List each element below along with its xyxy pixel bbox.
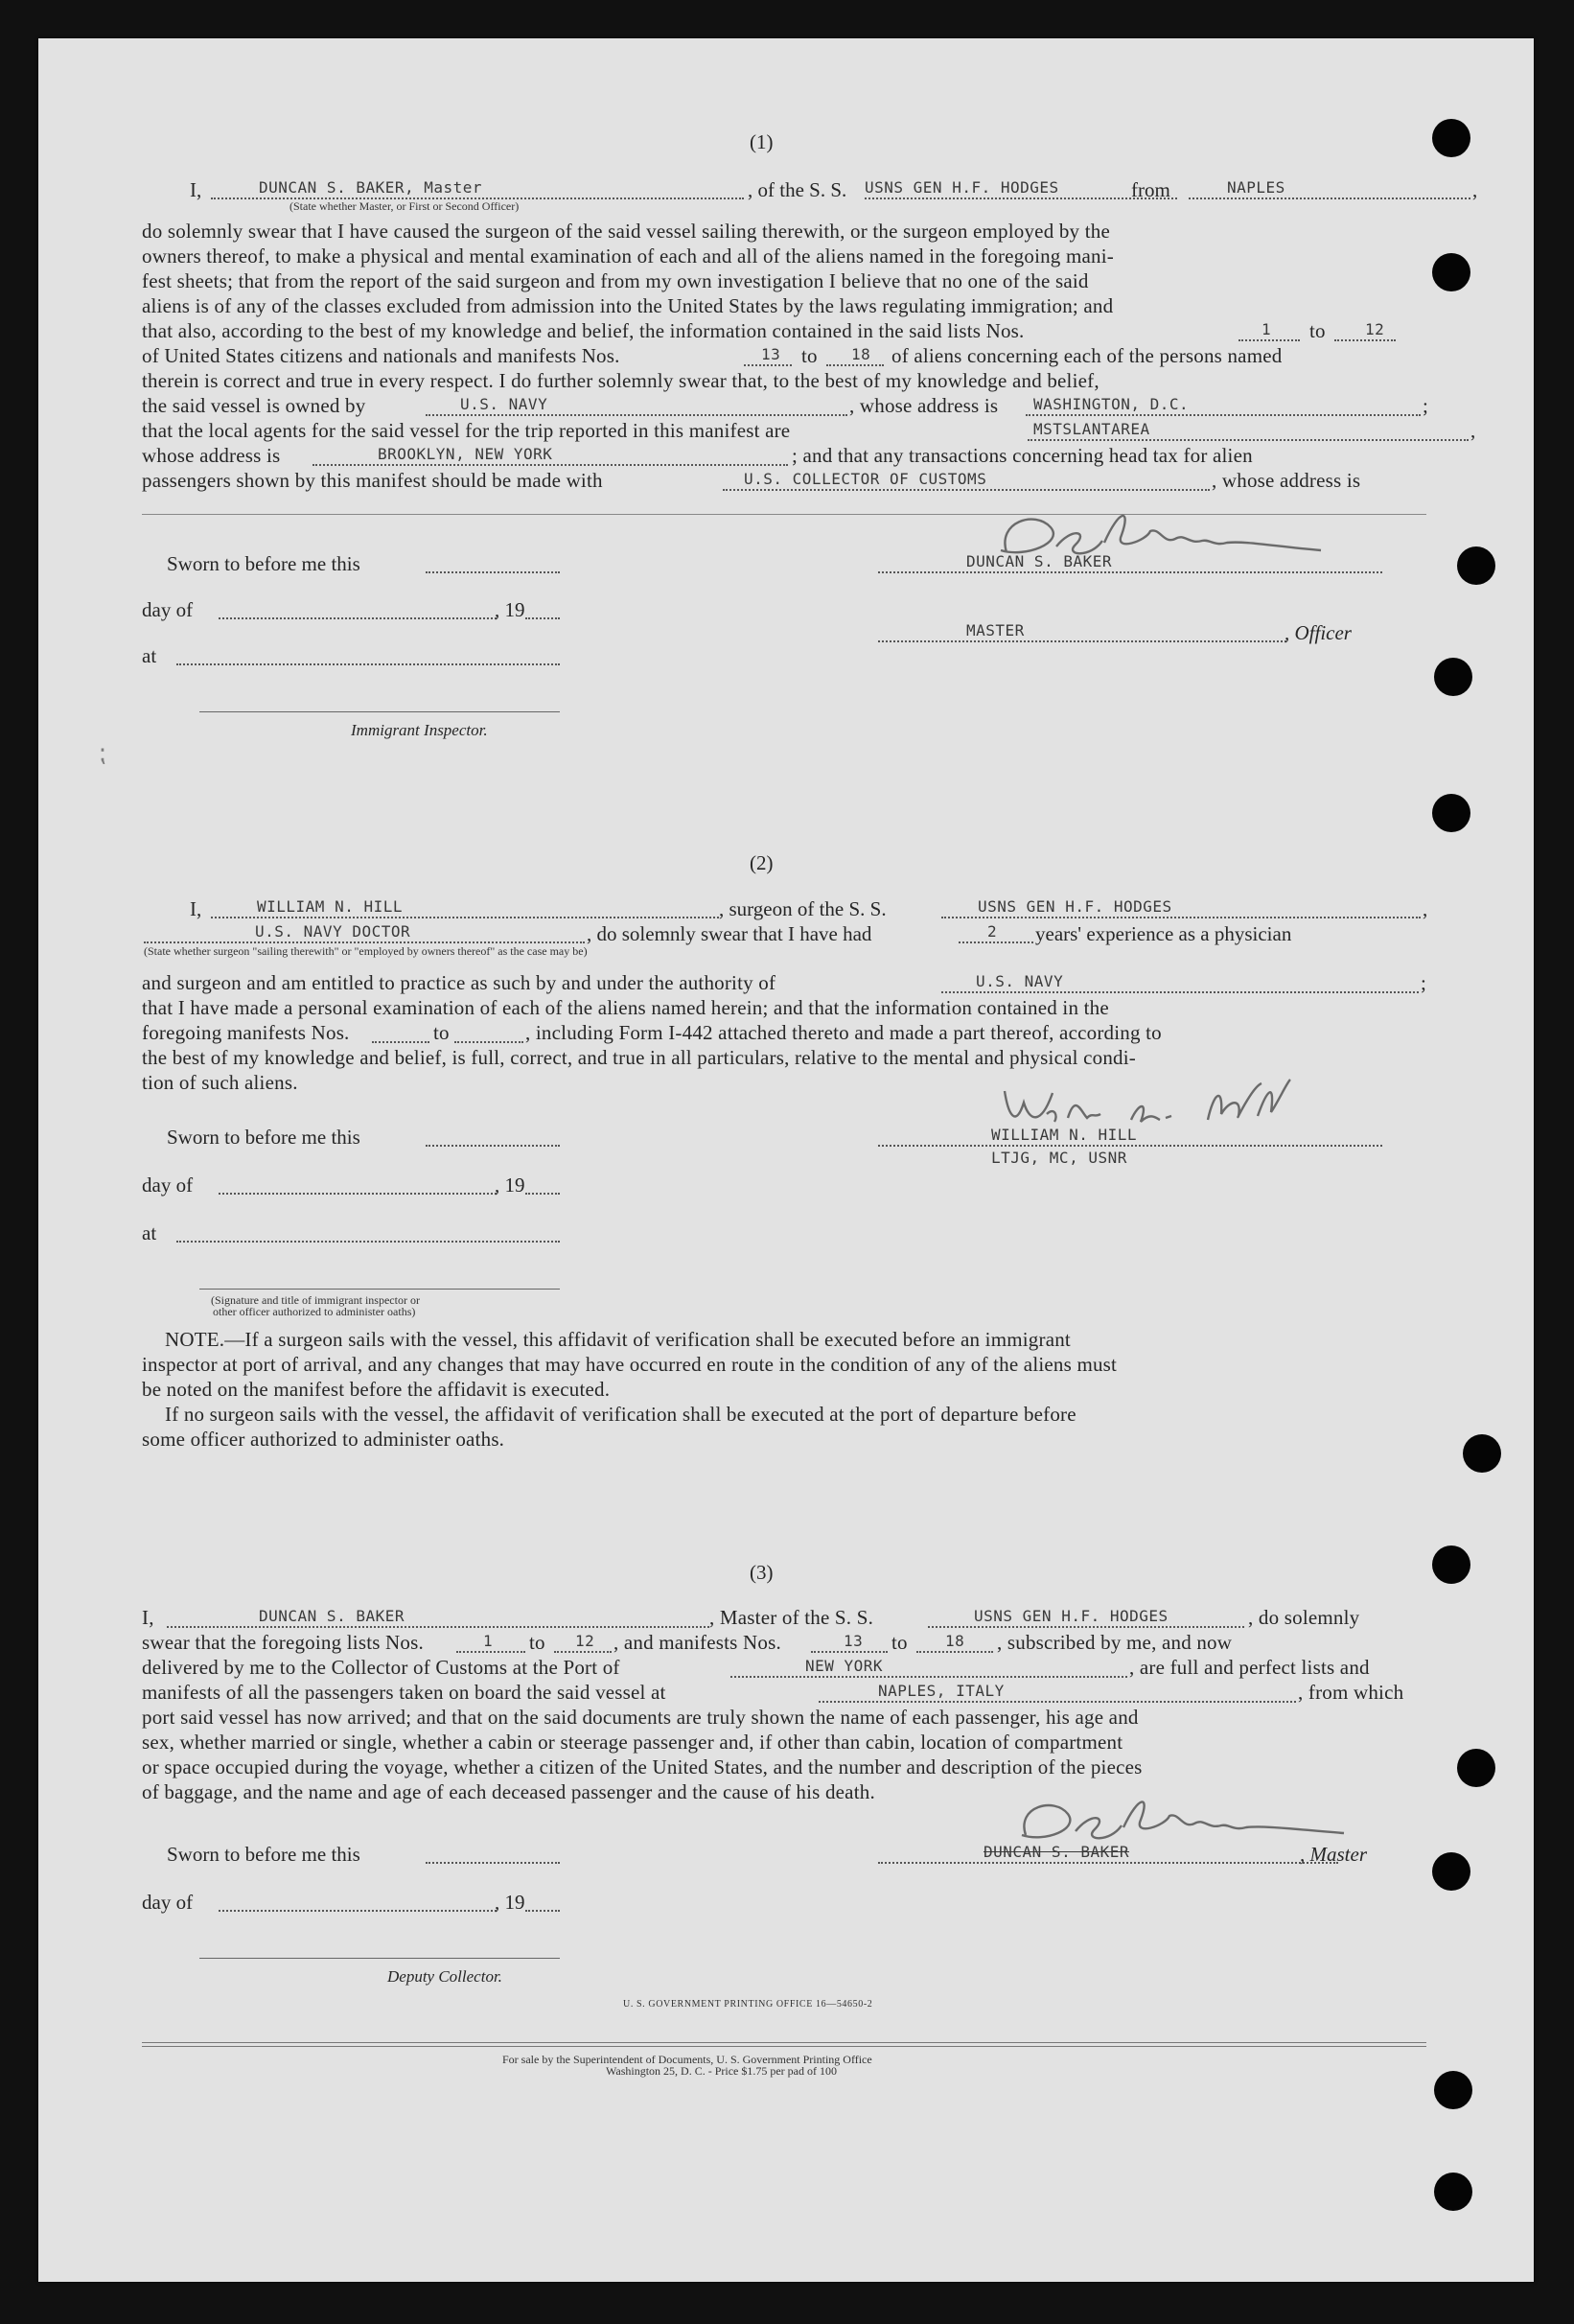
day-of-label: day of: [142, 598, 194, 621]
affidavit-line: whose address is: [142, 444, 281, 467]
affidavit-line: aliens is of any of the classes excluded from admission into the United States by the laws regulating immigration; and: [142, 294, 1114, 317]
surgeon-name: WILLIAM N. HILL: [257, 897, 403, 916]
punch-hole: [1432, 1852, 1470, 1891]
owner: U.S. NAVY: [460, 395, 548, 413]
state-note: (State whether Master, or First or Second Officer): [289, 199, 520, 213]
lists-to: 12: [575, 1632, 595, 1650]
vessel-name: USNS GEN H.F. HODGES: [865, 178, 1059, 197]
note-line: If no surgeon sails with the vessel, the affidavit of verification shall be executed at the port of departure before: [165, 1403, 1076, 1426]
port-name: NAPLES: [1227, 178, 1285, 197]
blank-line: [1189, 198, 1470, 199]
lists-to: 12: [1365, 320, 1385, 338]
affidavit-line: the said vessel is owned by: [142, 394, 366, 417]
note-line: NOTE.—If a surgeon sails with the vessel, this affidavit of verification shall be executed before an immigrant: [165, 1328, 1071, 1351]
arrival-port: NEW YORK: [805, 1657, 884, 1675]
surgeon-typed-name: WILLIAM N. HILL: [991, 1126, 1137, 1144]
affidavit-line: that the local agents for the said vessel for the trip reported in this manifest are: [142, 419, 791, 442]
state-note: (State whether surgeon "sailing therewith" or "employed by owners thereof" as the case may be): [144, 944, 588, 958]
affidavit-line: fest sheets; that from the report of the said surgeon and from my own investigation I believe that no one of the said: [142, 269, 1089, 292]
section-1-heading: (1): [750, 130, 774, 153]
of-ss-label: , of the S. S.: [748, 178, 847, 201]
local-agents: MSTSLANTAREA: [1033, 420, 1150, 438]
affidavit-line: therein is correct and true in every respect. I do further solemnly swear that, to the best of my knowledge and belief,: [142, 369, 1099, 392]
punch-hole: [1434, 2071, 1472, 2109]
note-line: be noted on the manifest before the affidavit is executed.: [142, 1378, 611, 1401]
affidavit-line: do solemnly swear that I have caused the surgeon of the said vessel sailing therewith, or the surgeon employed by the: [142, 220, 1110, 243]
years-experience: 2: [987, 922, 998, 941]
deputy-collector-label: Deputy Collector.: [387, 1967, 502, 1986]
affidavit-line: that also, according to the best of my knowledge and belief, the information contained in the said lists Nos.: [142, 319, 1025, 342]
punch-hole: [1432, 253, 1470, 291]
sworn-label: Sworn to before me this: [167, 552, 360, 575]
immigrant-inspector-label: Immigrant Inspector.: [351, 721, 488, 739]
note-line: inspector at port of arrival, and any changes that may have occurred en route in the condition of any of the aliens must: [142, 1353, 1118, 1376]
vessel-name: USNS GEN H.F. HODGES: [978, 897, 1172, 916]
form-page: (1) I, DUNCAN S. BAKER, Master (State whether Master, or First or Second Officer) , of the S. S. USNS GEN H.F. HODGES from NAPLES , do solemnly swear that I have caused the surgeon of the said vessel sailing therewith, or the surgeon employed by the owners thereof, to make a physical and mental examination of each and all of the aliens named in the foregoing mani- fest sheets; that from the report of the said surgeon and from my own investigation I believe that no one of the said aliens is of any of the classes excluded from admission into the United States by the laws regulating immigration; and that also, according to the best of my knowledge and belief, the information contained in the said lists Nos. 1 to 12 of United States citizens and nationals and manifests Nos. 13 to 18 of aliens concerning each of the persons named therein is correct and true in every respect. I do further solemnly swear that, to the best of my knowledge and belief, the said vessel is owned by U.S. NAVY , whose address is WASHINGTON, D.C. ; that the local agents for the said vessel for the trip reported in this manifest are MSTSLANTAREA , whose address is BROOKLYN, NEW YORK ; and that any transactions concerning head tax for alien passengers shown by this manifest should be made with U.S. COLLECTOR OF CUSTOMS , whose address is Sworn to before me this day of , 19 at Immigrant Inspector. DUNCAN S. BAKER MASTER , Officer ⁏ (2) I, WILLIAM N. HILL , surgeon of the S. S. USNS GEN H.F. HODGES , U.S. NAVY DOCTOR , do solemnly swear that I have had 2 years' experience as a physician (State whether surgeon "sailing therewith" or "employed by owners thereof" as the case may be) and surgeon and am entitled to practice as such by and under the authority of U.S. NAVY ; that I have made a personal examination of each of the aliens named herein; and that the information contained in the foregoing manifests Nos. to , including Form I-442 attached thereto and made a part thereof, according to the best of my knowledge and belief, is full, correct, and true in all particulars, relative to the mental and physical condi- tion of such aliens. Sworn to before me this day of , 19 at (Signature and title of immigrant inspector or other officer authorized to administer oaths) WILLIAM N. HILL LTJG, MC, USNR NOTE.—If a surgeon sails with the vessel, this affidavit of verification shall be executed before an immigrant inspector at port of arrival, and any changes that may have occurred en route in the condition of any of the aliens must be noted on the manifest before the affidavit is executed. If no surgeon sails with the vessel, the affidavit of verification shall be executed at the port of departure before some officer authorized to administer oaths. (3) I, DUNCAN S. BAKER , Master of the S. S. USNS GEN H.F. HODGES , do solemnly swear that the foregoing lists Nos. 1 to 12 , and manifests Nos. 13 to 18 , subscribed by me, and now delivered by me to the Collector of Customs at the Port of NEW YORK , are full and perfect lists and manifests of all the passengers taken on board the said vessel at NAPLES, ITALY , from which port said vessel has now arrived; and that on the said documents are truly shown the name of each passenger, his age and sex, whether married or single, whether a cabin or steerage passenger and, if other than cabin, location of compartment or space occupied during the voyage, whether a citizen of the United States, and the number and description of the pieces of baggage, and the name and age of each deceased passenger and the cause of his death. Sworn to before me this day of , 19 Deputy Collector. DUNCAN S. BAKER , Master U. S. GOVERNMENT PRINTING OFFICE 16—54650-2 For sale by the Superintendent of Documents, U. S. Government Printing Office Washington 25, D. C. - Price $1.75 per pad of 100: [38, 38, 1534, 2282]
manifests-to: 18: [945, 1632, 965, 1650]
affidavit-line: passengers shown by this manifest should be made with: [142, 469, 603, 492]
punch-hole: [1432, 1545, 1470, 1584]
punch-hole: [1457, 546, 1495, 585]
punch-hole: [1463, 1434, 1501, 1473]
officer-rank: MASTER: [966, 621, 1025, 639]
punch-hole: [1432, 119, 1470, 157]
gpo-line: U. S. GOVERNMENT PRINTING OFFICE 16—54650-2: [623, 1999, 873, 2010]
surgeon-rank: LTJG, MC, USNR: [991, 1149, 1127, 1167]
lists-from: 1: [1262, 320, 1272, 338]
employment: U.S. NAVY DOCTOR: [255, 922, 411, 941]
manifests-to: 18: [851, 345, 871, 363]
master-name: DUNCAN S. BAKER: [259, 1607, 405, 1625]
master-name: DUNCAN S. BAKER, Master: [259, 178, 483, 197]
lists-from: 1: [483, 1632, 494, 1650]
punch-hole: [1434, 658, 1472, 696]
affidavit-line: owners thereof, to make a physical and mental examination of each and all of the aliens named in the foregoing mani-: [142, 244, 1114, 267]
vessel-name: USNS GEN H.F. HODGES: [974, 1607, 1169, 1625]
note-line: some officer authorized to administer oaths.: [142, 1428, 505, 1451]
collector: U.S. COLLECTOR OF CUSTOMS: [744, 470, 987, 488]
manifests-from: 13: [844, 1632, 864, 1650]
punch-hole: [1457, 1749, 1495, 1787]
stray-mark: ⁏: [98, 739, 106, 767]
section-2-heading: (2): [750, 851, 774, 874]
punch-hole: [1434, 2173, 1472, 2211]
section-3-heading: (3): [750, 1561, 774, 1584]
at-label: at: [142, 644, 157, 667]
i-label: I,: [190, 178, 202, 201]
departure-port: NAPLES, ITALY: [878, 1682, 1005, 1700]
officer-label: , Officer: [1285, 621, 1352, 644]
from-label: from: [1131, 178, 1170, 201]
sale-notice: For sale by the Superintendent of Documents, U. S. Government Printing Office: [502, 2053, 872, 2066]
punch-hole: [1432, 794, 1470, 832]
master-label: , Master: [1300, 1843, 1367, 1866]
affidavit-line: of United States citizens and nationals and manifests Nos.: [142, 344, 620, 367]
owner-address: WASHINGTON, D.C.: [1033, 395, 1190, 413]
authority: U.S. NAVY: [976, 972, 1064, 990]
signer-typed-name: DUNCAN S. BAKER: [966, 552, 1112, 570]
sale-price: Washington 25, D. C. - Price $1.75 per pad of 100: [606, 2064, 837, 2078]
signer-typed-name: DUNCAN S. BAKER: [984, 1843, 1129, 1861]
manifests-from: 13: [761, 345, 781, 363]
agents-address: BROOKLYN, NEW YORK: [378, 445, 553, 463]
